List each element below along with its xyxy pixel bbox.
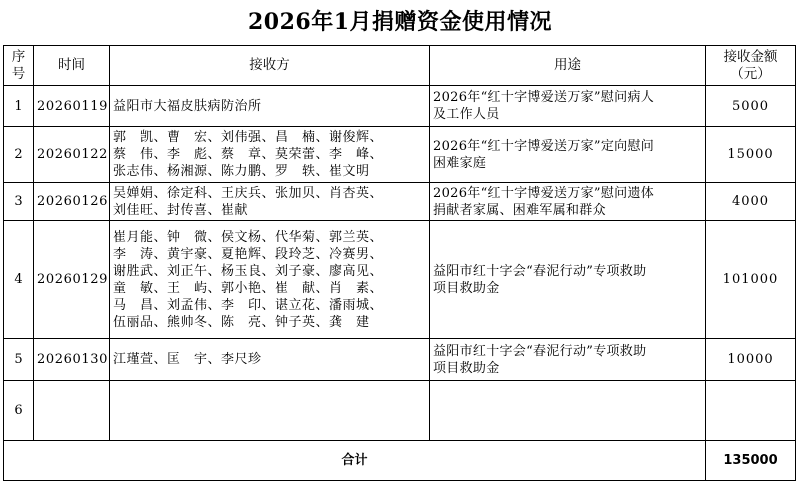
recipient-line: 崔月能、钟 微、侯文杨、代华菊、郭兰英、 bbox=[113, 229, 384, 245]
row-index: 1 bbox=[4, 86, 34, 127]
row-recipients bbox=[110, 339, 430, 381]
purpose-line: 项目救助金 bbox=[433, 360, 500, 376]
row-amount: 4000 bbox=[706, 183, 796, 221]
row-recipients bbox=[110, 86, 430, 127]
recipient-line: 吴婵娟、徐定科、王庆兵、张加贝、肖杏英、 bbox=[113, 185, 384, 201]
purpose-line: 困难家庭 bbox=[433, 155, 487, 171]
purpose-line: 项目救助金 bbox=[433, 280, 500, 296]
row-recipients bbox=[110, 127, 430, 183]
row-time: 20260122 bbox=[34, 127, 110, 183]
recipient-line: 郭 凯、曹 宏、刘伟强、昌 楠、谢俊辉、 bbox=[113, 130, 384, 145]
row-index: 4 bbox=[4, 221, 34, 339]
header-time: 时间 bbox=[34, 46, 110, 86]
row-index: 6 bbox=[4, 381, 34, 441]
row-time: 20260126 bbox=[34, 183, 110, 221]
header-amount-line1: 接收金额 bbox=[723, 48, 778, 65]
row-amount: 5000 bbox=[706, 86, 796, 127]
purpose-line: 及工作人员 bbox=[433, 107, 500, 122]
row-purpose bbox=[430, 183, 706, 221]
total-row bbox=[4, 441, 796, 481]
purpose-line: 2026年“红十字博爱送万家”慰问病人 bbox=[433, 90, 655, 105]
row-amount: 10000 bbox=[706, 339, 796, 381]
header-recipient: 接收方 bbox=[110, 46, 430, 86]
table-body bbox=[4, 86, 796, 441]
row-amount: 15000 bbox=[706, 127, 796, 183]
row-time: 20260129 bbox=[34, 221, 110, 339]
recipient-line: 张志伟、杨湘源、陈力鹏、罗 轶、崔文明 bbox=[113, 164, 370, 179]
recipient-line: 谢胜武、刘正午、杨玉良、刘子豪、廖高见、 bbox=[113, 263, 384, 279]
table-row bbox=[4, 221, 796, 339]
row-purpose bbox=[430, 381, 706, 441]
header-index-line1: 序 bbox=[11, 48, 26, 65]
table-row bbox=[4, 86, 796, 127]
header-amount-line2: （元） bbox=[730, 65, 771, 82]
purpose-line: 益阳市红十字会“春泥行动”专项救助 bbox=[433, 263, 647, 279]
recipient-line: 蔡 伟、李 彪、蔡 章、莫荣蕾、李 峰、 bbox=[113, 147, 384, 162]
recipient-line: 江瑾萱、匡 宇、李尺珍 bbox=[113, 352, 262, 367]
row-amount: 101000 bbox=[706, 221, 796, 339]
purpose-line: 2026年“红十字博爱送万家”定向慰问 bbox=[433, 138, 655, 154]
row-time: 20260119 bbox=[34, 86, 110, 127]
row-amount bbox=[706, 381, 796, 441]
donation-usage-table bbox=[3, 45, 796, 481]
recipient-line: 李 涛、黄宇豪、夏艳辉、段玲芝、冷赛男、 bbox=[113, 246, 384, 262]
header-index bbox=[4, 46, 34, 86]
row-purpose bbox=[430, 221, 706, 339]
recipient-line: 益阳市大福皮肤病防治所 bbox=[113, 98, 262, 114]
purpose-line: 益阳市红十字会“春泥行动”专项救助 bbox=[433, 343, 647, 359]
row-index: 5 bbox=[4, 339, 34, 381]
row-index: 2 bbox=[4, 127, 34, 183]
row-purpose bbox=[430, 127, 706, 183]
row-purpose bbox=[430, 339, 706, 381]
page-title: 2026年1月捐赠资金使用情况 bbox=[247, 9, 553, 35]
table-row bbox=[4, 381, 796, 441]
row-recipients bbox=[110, 183, 430, 221]
row-time bbox=[34, 381, 110, 441]
row-index: 3 bbox=[4, 183, 34, 221]
table-row bbox=[4, 339, 796, 381]
recipient-line: 童 敏、王 屿、郭小艳、崔 献、肖 素、 bbox=[113, 280, 384, 296]
header-amount bbox=[706, 46, 796, 86]
row-purpose bbox=[430, 86, 706, 127]
recipient-line: 刘佳旺、封传喜、崔献 bbox=[113, 202, 249, 218]
table-row bbox=[4, 127, 796, 183]
row-recipients bbox=[110, 221, 430, 339]
header-purpose: 用途 bbox=[430, 46, 706, 86]
row-time: 20260130 bbox=[34, 339, 110, 381]
recipient-line: 伍丽品、熊帅冬、陈 亮、钟子英、龚 建 bbox=[113, 314, 370, 330]
total-amount: 135000 bbox=[706, 441, 796, 481]
header-index-line2: 号 bbox=[11, 65, 26, 82]
total-label: 合计 bbox=[4, 441, 706, 481]
purpose-line: 捐献者家属、困难军属和群众 bbox=[433, 202, 606, 218]
table-row bbox=[4, 183, 796, 221]
row-recipients bbox=[110, 381, 430, 441]
header-row bbox=[4, 46, 796, 86]
purpose-line: 2026年“红十字博爱送万家”慰问遗体 bbox=[433, 185, 655, 201]
recipient-line: 马 昌、刘孟伟、李 印、谌立花、潘雨城、 bbox=[113, 297, 384, 313]
